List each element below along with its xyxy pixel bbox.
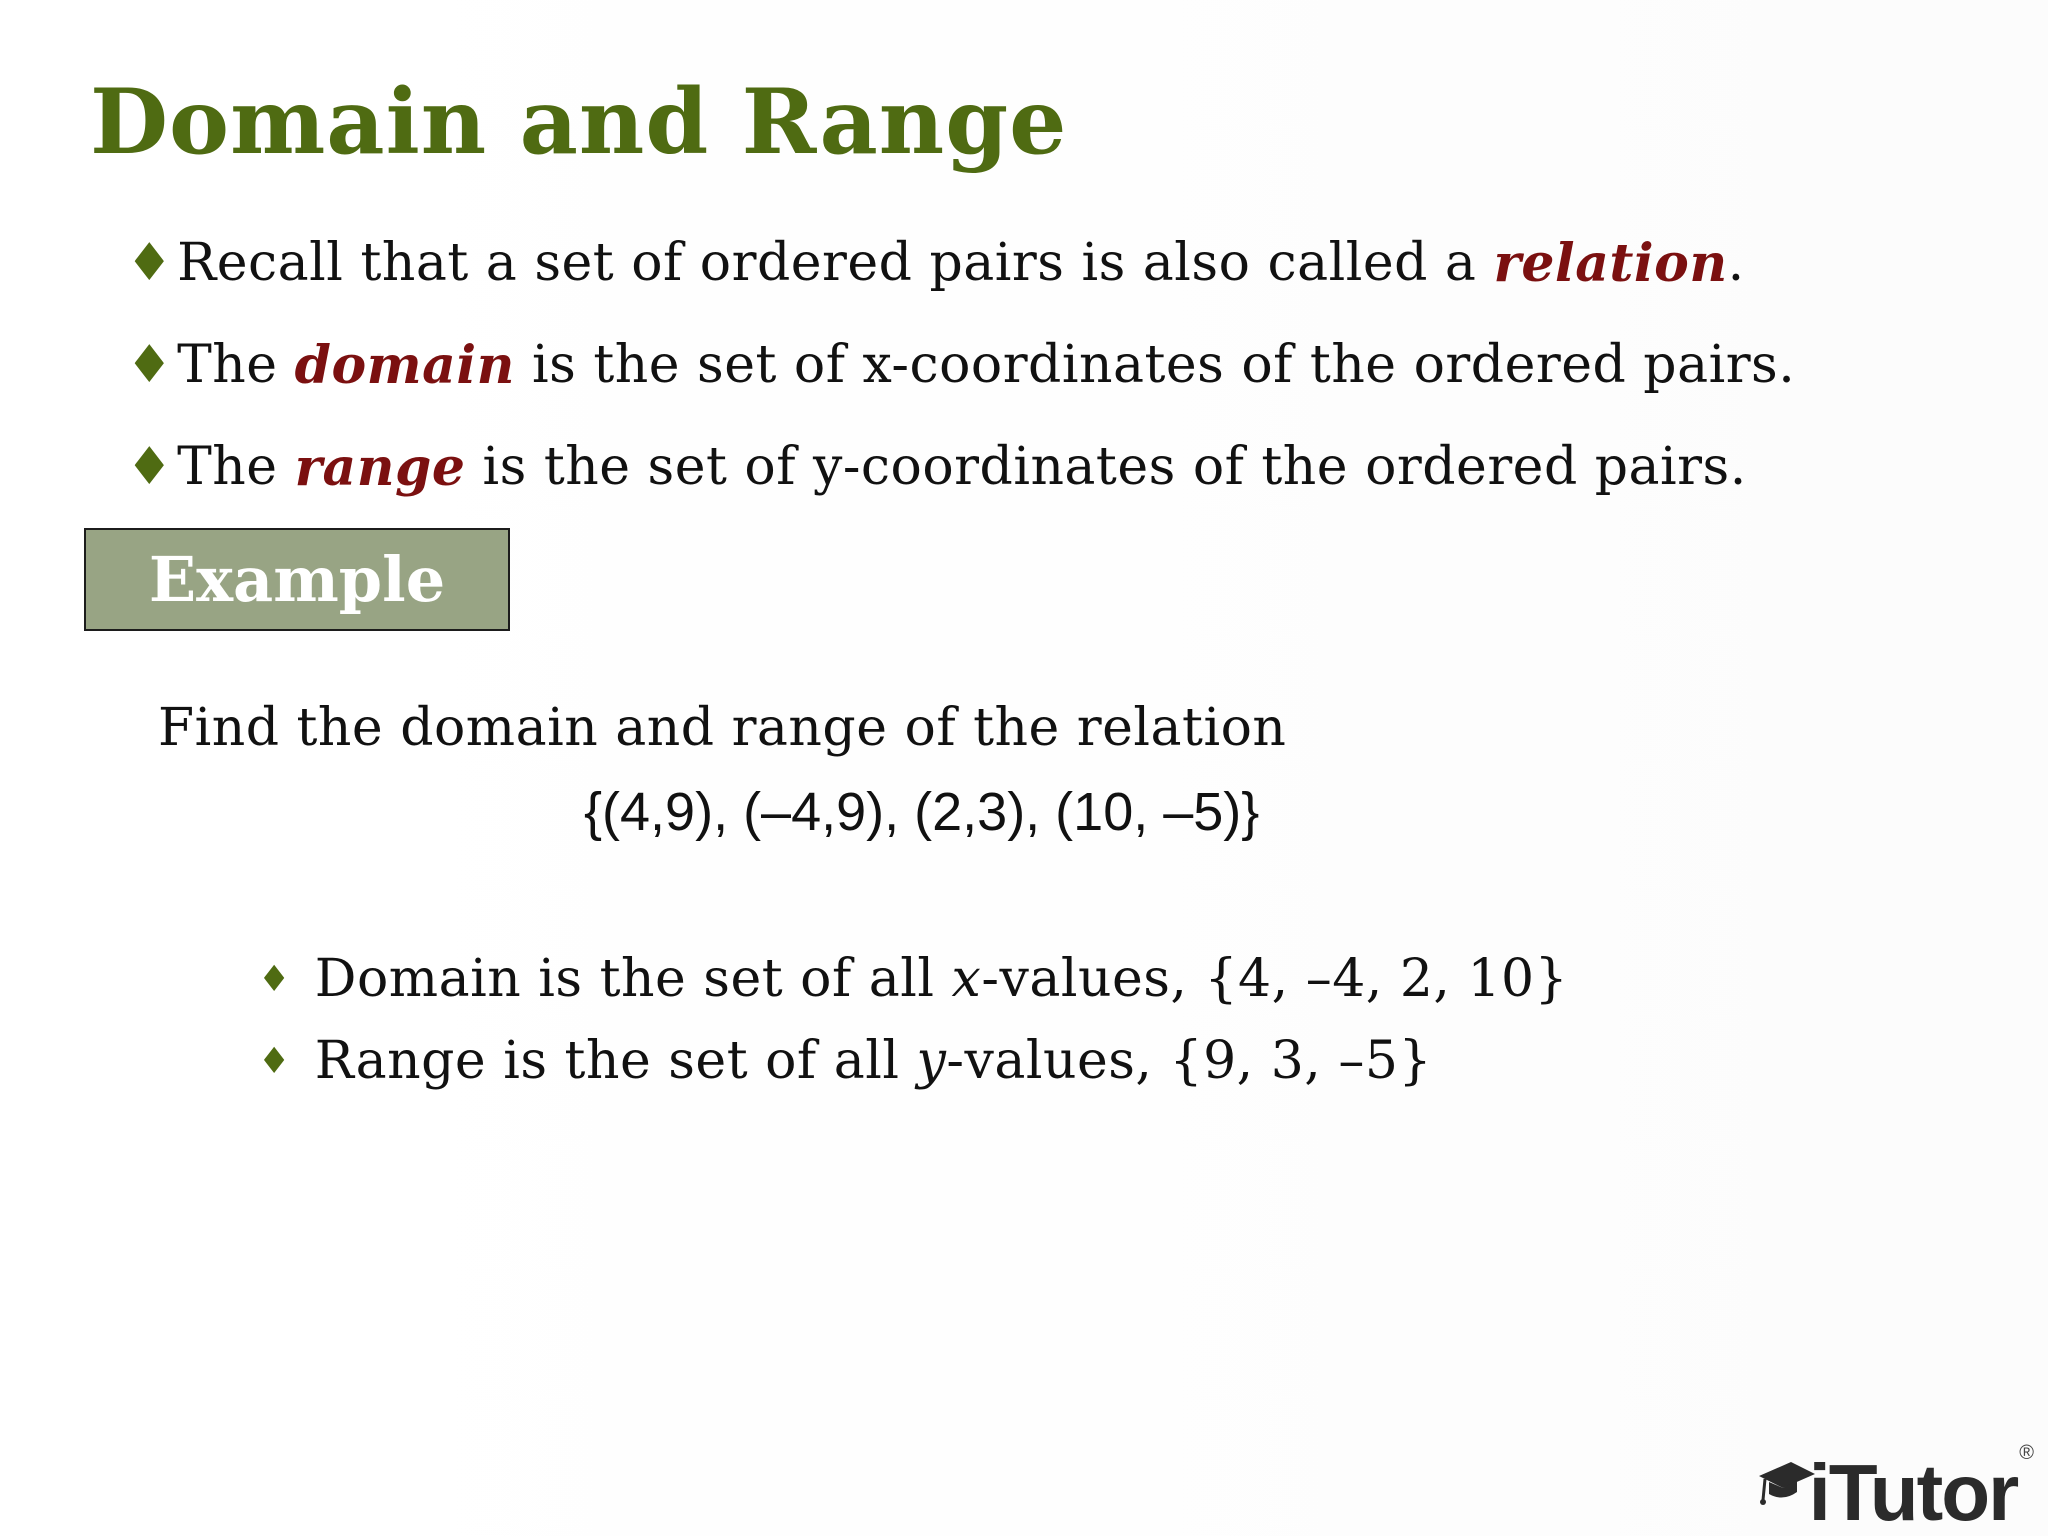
answer-range [258,1020,1568,1102]
diamond-bullet-icon: ♦ [258,1040,291,1082]
diamond-bullet-icon: ♦ [126,233,174,293]
bullet-text-before: Recall that a set of ordered pairs is also called a [177,233,1494,293]
example-label-box [84,528,510,631]
bullet-text-after: . [1727,233,1745,293]
answer-text-after: -values, {9, 3, –5} [946,1031,1433,1091]
diamond-bullet-icon: ♦ [126,335,174,395]
logo-text: iTutor [1808,1448,2018,1537]
definition-domain [126,314,1986,416]
answer-list [258,938,1568,1102]
definition-list [126,212,1986,518]
variable-y: y [916,1031,947,1091]
bullet-text-after: is the set of y-coordinates of the ordered pairs. [465,437,1747,497]
example-label: Example [148,543,446,616]
bullet-text-before: The [177,437,295,497]
registered-mark: ® [2019,1442,2034,1464]
answer-domain [258,938,1568,1020]
graduation-cap-icon [1755,1454,1817,1518]
term-relation: relation [1493,232,1728,294]
relation-set: {(4,9), (–4,9), (2,3), (10, –5)} [584,782,1260,842]
example-question: Find the domain and range of the relation [158,698,1287,758]
variable-x: x [951,949,982,1009]
answer-text-before: Domain is the set of all [314,949,952,1009]
term-range: range [294,436,466,498]
slide-title: Domain and Range [90,69,1068,175]
diamond-bullet-icon: ♦ [126,437,174,497]
bullet-text-after: is the set of x-coordinates of the ordered pairs. [514,335,1796,395]
term-domain: domain [294,334,515,396]
bullet-text-before: The [177,335,295,395]
diamond-bullet-icon: ♦ [258,958,291,1000]
answer-text-after: -values, {4, –4, 2, 10} [981,949,1569,1009]
definition-relation [126,212,1986,314]
definition-range [126,416,1986,518]
answer-text-before: Range is the set of all [314,1031,917,1091]
itutor-logo [1755,1436,2034,1536]
